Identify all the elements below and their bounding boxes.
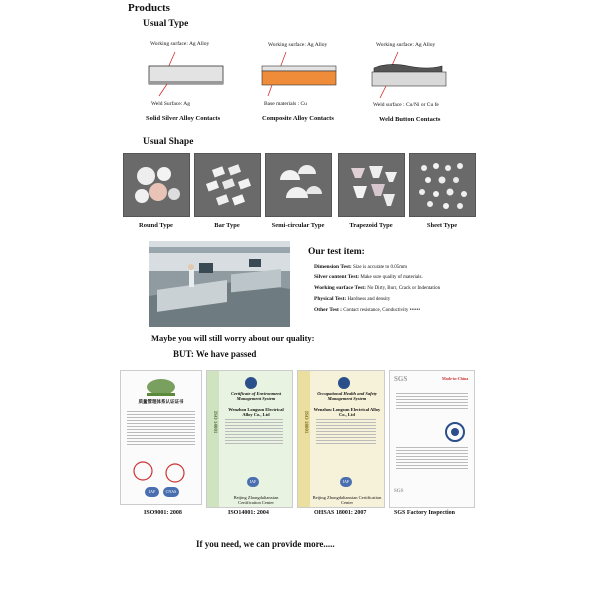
semi-circular-type-label: Semi-circular Type (271, 222, 325, 229)
test-physical-label: Physical Test: (314, 296, 347, 302)
test-silver-desc: Make sure quality of materials. (360, 275, 423, 280)
bar-type-label: Bar Type (214, 222, 240, 229)
type1-bottom-label: Weld Surface: Ag (151, 101, 190, 107)
trapezoid-type-image (338, 153, 405, 217)
ohsas18001-company: Wenzhou Longsun Electrical Alloy Co., Ltd (313, 407, 381, 417)
test-silver-label: Silver content Test: (314, 274, 360, 280)
sheet-type-image (409, 153, 476, 217)
iso14001-certificate (206, 370, 293, 508)
type1-caption: Solid Silver Alloy Contacts (146, 115, 221, 122)
iso9001-caption: ISO9001: 2008 (144, 510, 182, 516)
type1-top-label: Working surface: Ag Alloy (150, 41, 210, 47)
iso14001-caption: ISO14001: 2004 (228, 510, 269, 516)
iso9001-title: 质量管理体系认证证书 (138, 399, 184, 404)
sheet-type-label: Sheet Type (426, 222, 458, 229)
type3-top-label: Working surface: Ag Alloy (376, 42, 436, 48)
test-other-desc: Contact resistance, Conductivity •••••• (343, 308, 421, 313)
round-type-image (123, 153, 190, 217)
ohsas18001-side-text: ISO 18001 (303, 411, 308, 434)
ohsas18001-footer: Beijing Zhongdalianxian Certification Center (312, 495, 382, 505)
round-type-label: Round Type (139, 222, 173, 229)
sgs-title: SGS (394, 375, 408, 383)
type3-caption: Weld Button Contacts (379, 116, 441, 123)
ohsas18001-title: Occupational Health and Safety Management System (317, 391, 377, 401)
composite-diagram (258, 48, 343, 98)
test-physical-desc: Hardness and density (347, 297, 391, 302)
usual-shape-heading: Usual Shape (143, 137, 194, 147)
test-physical (314, 296, 390, 302)
sgs-caption: SGS Factory Inspection (394, 510, 456, 516)
iso14001-title: Certificate of Environment Management System (231, 391, 281, 401)
ohsas18001-logo-iaf: IAF (340, 477, 352, 487)
sgs-logo: SGS (394, 489, 404, 494)
iso9001-logo-iaf: IAF (145, 487, 159, 497)
ohsas18001-certificate (297, 370, 385, 508)
iso14001-side-text: ISO 14001 (212, 411, 217, 434)
test-other (314, 307, 420, 313)
semi-circular-type-image (265, 153, 332, 217)
iso9001-certificate (120, 370, 202, 505)
iso14001-footer: Beijing Zhongdalianxian Certification Center (233, 495, 279, 505)
iso14001-company: Wenzhou Longsun Electrical Alloy Co., Ltd (228, 407, 284, 417)
bar-type-image (194, 153, 261, 217)
test-working-surface-desc: No Dirty, Burr, Crack or Indentation (367, 286, 441, 291)
sgs-inspection-certificate (389, 370, 475, 508)
products-heading: Products (128, 2, 170, 14)
test-working-surface (314, 285, 440, 291)
iso14001-logo-iaf: IAF (247, 477, 259, 487)
ohsas18001-caption: OHSAS 18001: 2007 (314, 510, 367, 516)
more-text: If you need, we can provide more..... (196, 539, 335, 549)
test-silver (314, 274, 423, 280)
test-working-surface-label: Working surface Test: (314, 285, 366, 291)
usual-type-heading: Usual Type (143, 19, 189, 29)
type2-caption: Composite Alloy Contacts (262, 115, 334, 122)
weld-button-diagram (368, 48, 453, 100)
laboratory-photo (149, 241, 290, 327)
iso9001-logo-cnas: CNAS (163, 487, 179, 497)
worry-text: Maybe you will still worry about our quality: (151, 333, 315, 343)
type2-top-label: Working surface: Ag Alloy (268, 42, 328, 48)
test-dimension-desc: Size is accurate to 0.05mm (353, 265, 408, 270)
solid-silver-diagram (145, 48, 230, 98)
trapezoid-type-label: Trapezoid Type (349, 222, 393, 229)
type3-bottom-label: Weld surface : Cu/Ni or Cu fe (373, 102, 439, 108)
sgs-badge: Made-in-China (442, 376, 469, 381)
type2-bottom-label: Base materials : Cu (264, 101, 307, 107)
passed-text: BUT: We have passed (173, 349, 257, 359)
test-item-heading: Our test item: (308, 247, 365, 257)
test-other-label: Other Test : (314, 307, 343, 313)
test-dimension (314, 264, 407, 270)
test-dimension-label: Dimension Test: (314, 264, 352, 270)
